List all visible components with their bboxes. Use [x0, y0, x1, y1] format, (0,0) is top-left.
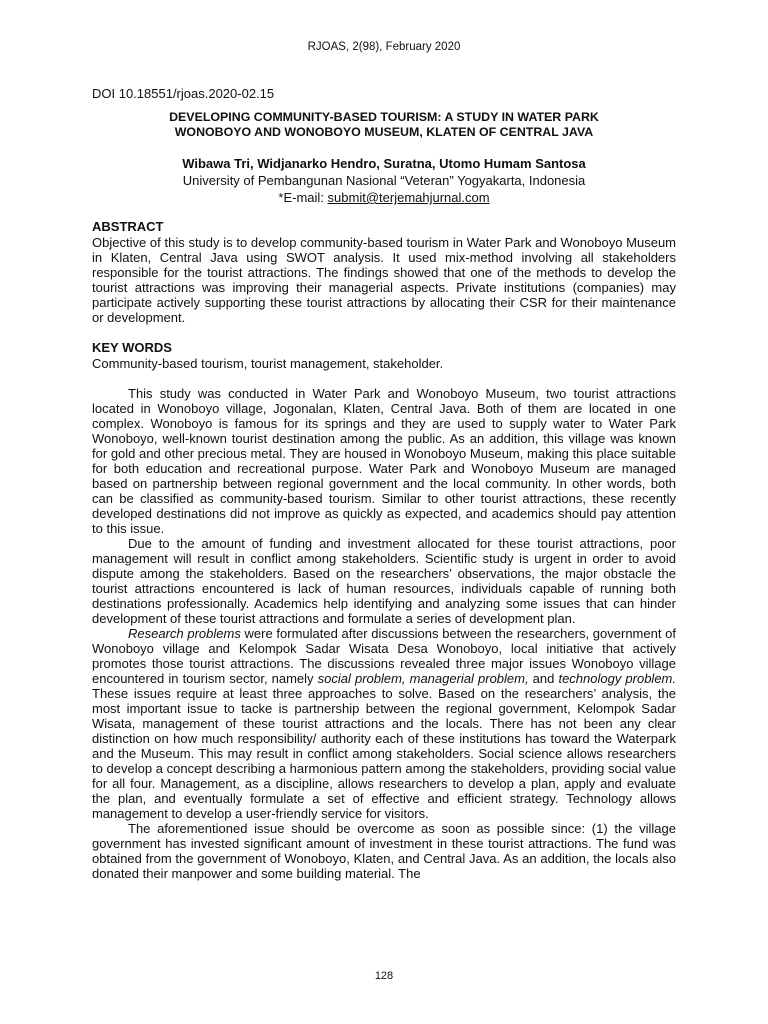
- body-paragraph-1: This study was conducted in Water Park and Wonoboyo Museum, two tourist attractions located in Wonoboyo village, Jogonalan, Klaten, Central Java. Both of them are located in one complex. Wonoboyo is famous for its springs and they are used to supply water to Water Park Wonoboyo, well-known tourist destination among the public. As an addition, this village was known for gold and other precious metal. They are housed in Wonoboyo Museum, making this place suitable for both education and recreational purpose. Water Park and Wonoboyo Museum are managed based on partnership between regional government and the local community. In other words, both can be classified as community-based tourism. Similar to other tourist attractions, these recently developed destinations did not improve as quickly as expected, and academics should pay attention to this issue.: [92, 386, 676, 536]
- body-paragraph-4: The aforementioned issue should be overcome as soon as possible since: (1) the village government has invested significant amount of investment in these tourist attractions. The fund was obtained from the government of Wonoboyo, Klaten, and Central Java. As an addition, the locals also donated their manpower and some building material. The: [92, 821, 676, 881]
- doi-line: DOI 10.18551/rjoas.2020-02.15: [92, 86, 275, 101]
- keywords-text: Community-based tourism, tourist management, stakeholder.: [92, 356, 444, 371]
- author-block: [92, 155, 676, 206]
- author-email-line: [92, 189, 676, 206]
- abstract-heading: ABSTRACT: [92, 219, 164, 234]
- emphasis-social-managerial: social problem, managerial problem,: [317, 671, 529, 686]
- author-names: Wibawa Tri, Widjanarko Hendro, Suratna, Utomo Humam Santosa: [182, 156, 586, 171]
- abstract-text: Objective of this study is to develop community-based tourism in Water Park and Wonoboyo Museum in Klaten, Central Java using SWOT analysis. It used mix-method involving all stakeholders responsible for the tourist attractions. The findings showed that one of the methods to develop the tourist attractions was improving their managerial aspects. Private institutions (companies) may participate actively supporting these tourist attractions by allocating their CSR for their maintenance or development.: [92, 235, 676, 325]
- body-paragraph-3: [92, 626, 676, 821]
- paragraph-3-text-a: were formulated after discussions between the researchers, government of Wonoboyo village and Kelompok Sadar Wisata Desa Wonoboyo, local initiative that actively promotes those tourist attractions. The discussions revealed three major issues Wonoboyo village encountered in tourism sector, namely: [92, 626, 677, 686]
- body-paragraph-2: Due to the amount of funding and investment allocated for these tourist attractions, poor management will result in conflict among stakeholders. Scientific study is urgent in order to avoid dispute among the stakeholders. Based on the researchers’ observations, the major obstacle the tourist attractions encountered is lack of human resources, individuals capable of running both destinations professionally. Academics help identifying and analyzing some issues that can hinder development of these tourist attractions and formulate a series of development plan.: [92, 536, 676, 626]
- email-link[interactable]: submit@terjemahjurnal.com: [327, 190, 490, 205]
- title-line-1: DEVELOPING COMMUNITY-BASED TOURISM: A STUDY IN WATER PARK: [169, 110, 599, 124]
- paragraph-3-text-c: These issues require at least three approaches to solve. Based on the researchers’ analysis, the most important issue to tacke is partnership between the regional government, Kelompok Sadar Wisata, management of these tourist attractions and the locals. There has not been any clear distinction on how much responsibility/ authority each of these institutions has toward the Waterpark and the Museum. This may result in conflict among stakeholders. Social science allows researchers to develop a concept describing a harmonious pattern among the stakeholders, providing social value for all four. Management, as a discipline, allows researchers to develop a plan, apply and evaluate the plan, and eventually formulate a set of effective and efficient strategy. Technology allows management to develop a user-friendly service for visitors.: [92, 686, 676, 821]
- page-number: 128: [374, 970, 394, 982]
- running-header: RJOAS, 2(98), February 2020: [307, 41, 461, 53]
- article-title: [92, 110, 676, 140]
- emphasis-research-problems: Research problems: [128, 626, 241, 641]
- title-line-2: WONOBOYO AND WONOBOYO MUSEUM, KLATEN OF CENTRAL JAVA: [174, 125, 594, 139]
- keywords-heading: KEY WORDS: [92, 340, 172, 355]
- article-content: [92, 86, 676, 881]
- paragraph-3-text-b: and: [528, 671, 559, 686]
- author-affiliation: University of Pembangunan Nasional “Veteran” Yogyakarta, Indonesia: [182, 173, 586, 188]
- email-prefix: *E-mail:: [278, 190, 328, 205]
- emphasis-technology: technology problem.: [558, 671, 676, 686]
